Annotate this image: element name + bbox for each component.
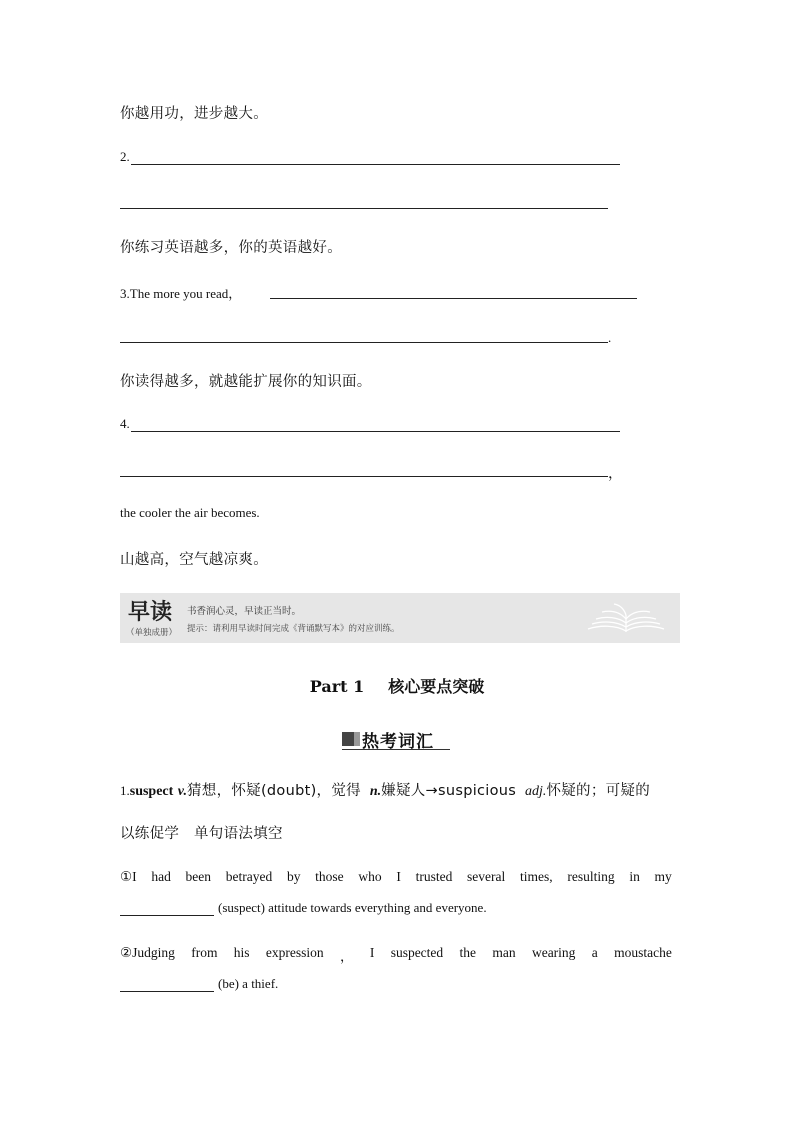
vocab-meaning-verb: 猜想，怀疑(doubt)，觉得 bbox=[186, 783, 361, 799]
item4-english: the cooler the air becomes. bbox=[120, 505, 260, 520]
part-heading bbox=[0, 674, 794, 697]
q2-word: ， bbox=[340, 949, 354, 964]
q2-word: from bbox=[191, 945, 218, 960]
practice-heading: 以练促学 单句语法填空 bbox=[120, 826, 283, 842]
q1-word: by bbox=[286, 869, 301, 884]
open-book-icon bbox=[586, 601, 666, 635]
section-marker-icon bbox=[342, 732, 354, 746]
vocab-pos-noun: n. bbox=[369, 784, 382, 799]
q1-word: in bbox=[629, 869, 640, 884]
item3-prompt: 3.The more you read， bbox=[120, 286, 242, 301]
q1-word: times, bbox=[520, 869, 553, 884]
vocab-meaning-noun: 嫌疑人→suspicious bbox=[381, 783, 517, 799]
q2-word: expression bbox=[265, 945, 324, 960]
q1-word: ①I bbox=[120, 869, 137, 884]
vocab-meaning-adj: 怀疑的；可疑的 bbox=[546, 783, 651, 799]
banner-hint: 提示：请利用早读时间完成《背诵默写本》的对应训练。 bbox=[187, 624, 400, 634]
banner-motto: 书香润心灵，早读正当时。 bbox=[187, 606, 302, 617]
part-title: 核心要点突破 bbox=[388, 677, 485, 696]
q1-word: who bbox=[358, 869, 382, 884]
item4-chinese: 山越高，空气越凉爽。 bbox=[120, 552, 268, 568]
item2-chinese: 你练习英语越多，你的英语越好。 bbox=[120, 240, 342, 256]
q2-word: his bbox=[233, 945, 250, 960]
vocab-word: suspect bbox=[129, 784, 174, 799]
banner-subtitle: （单独成册） bbox=[126, 628, 178, 638]
item2-answer-line-2[interactable] bbox=[120, 208, 608, 209]
item3-answer-line-1[interactable] bbox=[270, 298, 637, 299]
morning-reading-banner bbox=[120, 593, 680, 643]
question2-line1 bbox=[120, 945, 672, 965]
q1-word: resulting bbox=[567, 869, 615, 884]
item3-chinese: 你读得越多，就越能扩展你的知识面。 bbox=[120, 374, 372, 390]
section-title: 热考词汇 bbox=[362, 732, 434, 752]
banner-title: 早读 bbox=[128, 599, 173, 625]
q1-word: trusted bbox=[415, 869, 453, 884]
item3-period: . bbox=[608, 330, 612, 345]
vocab-pos-adj: adj. bbox=[525, 784, 547, 799]
item2-answer-line-1[interactable] bbox=[131, 164, 620, 165]
question2-tail: (be) a thief. bbox=[218, 976, 279, 991]
vocab-pos-verb: v. bbox=[177, 784, 187, 799]
item4-answer-line-1[interactable] bbox=[131, 431, 620, 432]
q2-word: moustache bbox=[614, 945, 672, 960]
item4-comma: ， bbox=[608, 466, 623, 482]
q2-word: a bbox=[591, 945, 598, 960]
q1-word: my bbox=[654, 869, 672, 884]
vocab-entry bbox=[120, 779, 650, 800]
question2-line2 bbox=[120, 976, 278, 992]
question1-line2 bbox=[120, 900, 487, 916]
section-marker-shade bbox=[354, 732, 360, 746]
q1-word: those bbox=[315, 869, 344, 884]
q1-word: I bbox=[396, 869, 401, 884]
part-label: Part 1 bbox=[309, 677, 365, 696]
q2-word: wearing bbox=[531, 945, 576, 960]
q2-word: the bbox=[459, 945, 477, 960]
q1-word: had bbox=[151, 869, 171, 884]
q2-word: suspected bbox=[390, 945, 444, 960]
question2-blank[interactable] bbox=[120, 978, 214, 992]
item4-answer-line-2[interactable] bbox=[120, 476, 608, 477]
q1-word: several bbox=[467, 869, 506, 884]
question1-blank[interactable] bbox=[120, 902, 214, 916]
q2-word: man bbox=[492, 945, 516, 960]
section-underline bbox=[342, 749, 450, 750]
item1-chinese: 你越用功，进步越大。 bbox=[120, 106, 268, 122]
item3-answer-line-2[interactable] bbox=[120, 342, 608, 343]
question1-tail: (suspect) attitude towards everything and everyone. bbox=[218, 900, 487, 915]
section-heading bbox=[342, 727, 452, 751]
q2-word: ②Judging bbox=[120, 945, 175, 960]
q2-word: I bbox=[369, 945, 375, 960]
vocab-number: 1. bbox=[120, 783, 130, 798]
question1-line1 bbox=[120, 869, 672, 885]
item4-number: 4. bbox=[120, 416, 130, 431]
q1-word: been bbox=[185, 869, 212, 884]
item2-number: 2. bbox=[120, 149, 130, 164]
q1-word: betrayed bbox=[225, 869, 273, 884]
